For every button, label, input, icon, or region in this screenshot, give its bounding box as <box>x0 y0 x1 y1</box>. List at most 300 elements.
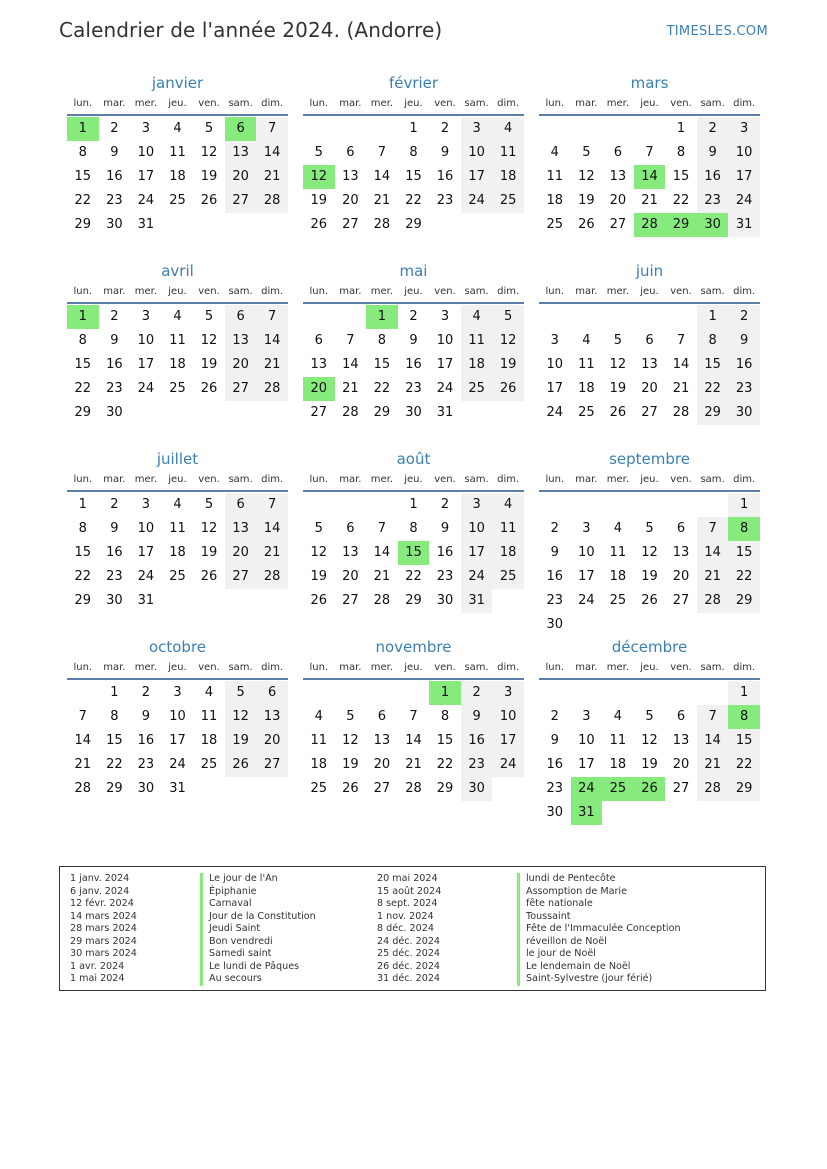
day-cell: 13 <box>342 169 359 184</box>
legend-holiday-name: Le lendemain de Noël <box>517 961 757 974</box>
empty-cell <box>602 117 634 141</box>
day-cell: 12 <box>609 357 627 372</box>
day-cell: 5 <box>582 145 591 160</box>
day-cell: 15 <box>697 353 729 377</box>
weekday-label: mer. <box>606 474 630 485</box>
weekday-label: mer. <box>606 662 630 673</box>
day-cell: 20 <box>609 193 627 208</box>
day-cell: 9 <box>409 333 418 348</box>
holiday-day-cell: 1 <box>429 681 461 705</box>
legend-holiday-name: Bon vendredi <box>200 936 377 949</box>
weekday-label: mar. <box>339 286 362 297</box>
day-cell: 23 <box>106 381 123 396</box>
day-cell: 13 <box>672 545 690 560</box>
day-cell: 10 <box>137 521 155 536</box>
empty-cell <box>634 493 666 517</box>
month-title: mars <box>630 74 669 92</box>
weekday-label: lun. <box>545 662 565 673</box>
day-cell: 4 <box>173 121 182 136</box>
holiday-day-cell: 24 <box>571 777 603 801</box>
empty-cell <box>571 681 603 705</box>
day-cell: 16 <box>137 733 155 748</box>
month-4 <box>303 260 524 448</box>
holiday-day-cell: 30 <box>697 213 729 237</box>
day-cell: 17 <box>546 381 564 396</box>
day-cell: 18 <box>578 381 595 396</box>
day-cell: 25 <box>169 569 186 584</box>
day-cell: 3 <box>461 493 493 517</box>
day-cell: 3 <box>440 309 450 324</box>
day-cell: 22 <box>672 193 690 208</box>
weekday-label: sam. <box>464 662 489 673</box>
day-cell: 29 <box>373 405 391 420</box>
empty-cell <box>634 681 666 705</box>
month-6 <box>67 448 288 636</box>
month-5 <box>539 260 760 448</box>
day-cell: 6 <box>676 521 686 536</box>
month-1 <box>303 72 524 260</box>
day-cell: 6 <box>225 305 257 329</box>
day-cell: 20 <box>672 569 690 584</box>
weekday-label: sam. <box>700 474 725 485</box>
empty-cell <box>366 681 398 705</box>
weekday-label: jeu. <box>404 286 423 297</box>
day-cell: 21 <box>74 757 92 772</box>
weekday-label: ven. <box>670 474 692 485</box>
day-cell: 24 <box>137 381 155 396</box>
weekday-label: dim. <box>261 662 284 673</box>
weekday-label: sam. <box>228 474 253 485</box>
day-cell: 3 <box>550 333 559 348</box>
day-cell: 24 <box>546 405 564 420</box>
day-cell: 15 <box>74 545 92 560</box>
month-title: août <box>396 450 431 468</box>
weekday-label: ven. <box>670 662 692 673</box>
day-cell: 23 <box>106 569 123 584</box>
day-cell: 30 <box>106 405 123 420</box>
legend-holiday-name: Jeudi Saint <box>200 923 377 936</box>
day-grid <box>539 305 760 425</box>
day-cell: 18 <box>169 169 186 184</box>
weekday-label: ven. <box>434 662 456 673</box>
day-cell: 25 <box>492 565 524 589</box>
legend-date: 1 mai 2024 <box>70 973 125 984</box>
weekday-label: ven. <box>670 98 692 109</box>
weekday-label: ven. <box>198 98 220 109</box>
day-cell: 2 <box>550 709 559 724</box>
day-cell: 26 <box>200 193 218 208</box>
weekday-label: ven. <box>434 474 456 485</box>
weekday-label: lun. <box>73 98 93 109</box>
day-cell: 23 <box>697 189 729 213</box>
day-cell: 12 <box>578 169 595 184</box>
day-cell: 21 <box>641 193 658 208</box>
legend-dates-col-1 <box>70 873 200 990</box>
day-cell: 16 <box>697 165 729 189</box>
legend-dates-col-2 <box>377 873 517 990</box>
day-cell: 6 <box>613 145 623 160</box>
day-cell: 2 <box>440 497 450 512</box>
day-cell: 24 <box>461 189 493 213</box>
legend-date: 8 déc. 2024 <box>377 923 434 934</box>
weekday-header <box>67 470 288 492</box>
holiday-day-cell: 6 <box>225 117 257 141</box>
day-cell: 11 <box>169 333 186 348</box>
day-cell: 26 <box>200 381 218 396</box>
day-cell: 31 <box>461 589 493 613</box>
day-cell: 22 <box>405 569 422 584</box>
weekday-label: mar. <box>339 98 362 109</box>
weekday-label: jeu. <box>404 662 423 673</box>
day-cell: 15 <box>728 729 760 753</box>
day-cell: 21 <box>405 757 422 772</box>
day-cell: 24 <box>137 193 155 208</box>
day-cell: 14 <box>74 733 92 748</box>
weekday-label: dim. <box>497 98 520 109</box>
month-title: juillet <box>156 450 199 468</box>
day-cell: 30 <box>728 401 760 425</box>
day-cell: 21 <box>697 565 729 589</box>
weekday-label: sam. <box>700 98 725 109</box>
day-cell: 9 <box>440 521 450 536</box>
day-cell: 4 <box>582 333 591 348</box>
weekday-label: mar. <box>339 662 362 673</box>
day-cell: 15 <box>106 733 123 748</box>
empty-cell <box>398 681 430 705</box>
day-cell: 19 <box>310 193 328 208</box>
day-cell: 27 <box>225 565 257 589</box>
day-grid <box>67 493 288 613</box>
empty-cell <box>366 493 398 517</box>
day-cell: 3 <box>582 521 591 536</box>
weekday-label: dim. <box>733 98 756 109</box>
day-cell: 14 <box>256 517 288 541</box>
day-cell: 16 <box>436 545 454 560</box>
day-cell: 3 <box>582 709 591 724</box>
weekday-label: mar. <box>103 286 126 297</box>
day-cell: 8 <box>377 333 387 348</box>
day-cell: 10 <box>461 517 493 541</box>
day-cell: 24 <box>436 381 454 396</box>
legend-holiday-name: Carnaval <box>200 898 377 911</box>
weekday-label: mer. <box>134 474 158 485</box>
day-cell: 9 <box>461 705 493 729</box>
day-cell: 14 <box>373 545 391 560</box>
day-cell: 16 <box>106 545 123 560</box>
day-cell: 28 <box>672 405 690 420</box>
legend-date: 31 déc. 2024 <box>377 973 441 984</box>
day-cell: 28 <box>256 565 288 589</box>
weekday-label: lun. <box>73 474 93 485</box>
holiday-day-cell: 12 <box>303 165 335 189</box>
day-cell: 21 <box>373 193 391 208</box>
weekday-label: sam. <box>700 662 725 673</box>
holiday-day-cell: 26 <box>634 777 666 801</box>
day-cell: 8 <box>409 145 418 160</box>
day-cell: 17 <box>492 729 524 753</box>
day-cell: 11 <box>492 141 524 165</box>
day-cell: 6 <box>346 521 355 536</box>
day-cell: 5 <box>225 681 257 705</box>
day-grid <box>303 493 524 613</box>
day-cell: 26 <box>609 405 627 420</box>
legend-holiday-name: réveillon de Noël <box>517 936 757 949</box>
day-grid <box>539 681 760 825</box>
day-cell: 30 <box>106 217 123 232</box>
day-cell: 29 <box>74 405 92 420</box>
day-cell: 7 <box>256 493 288 517</box>
weekday-label: mar. <box>575 474 598 485</box>
day-cell: 11 <box>461 329 493 353</box>
day-cell: 30 <box>546 805 564 820</box>
legend-date: 12 févr. 2024 <box>70 898 134 909</box>
day-cell: 2 <box>550 521 559 536</box>
day-cell: 11 <box>169 521 186 536</box>
day-grid <box>303 681 524 801</box>
weekday-label: sam. <box>228 662 253 673</box>
day-cell: 28 <box>697 777 729 801</box>
month-title: avril <box>161 262 194 280</box>
day-cell: 5 <box>645 521 654 536</box>
day-cell: 11 <box>200 709 218 724</box>
day-cell: 12 <box>492 329 524 353</box>
holiday-day-cell: 1 <box>366 305 398 329</box>
day-cell: 12 <box>310 545 328 560</box>
day-cell: 27 <box>609 217 627 232</box>
day-cell: 12 <box>342 733 359 748</box>
day-cell: 29 <box>697 401 729 425</box>
weekday-header <box>303 470 524 492</box>
day-cell: 20 <box>225 165 257 189</box>
weekday-label: lun. <box>73 286 93 297</box>
day-cell: 24 <box>728 189 760 213</box>
weekday-header <box>303 282 524 304</box>
legend-date: 14 mars 2024 <box>70 910 137 922</box>
day-cell: 25 <box>546 217 564 232</box>
holiday-day-cell: 25 <box>602 777 634 801</box>
month-10 <box>303 636 524 824</box>
weekday-label: dim. <box>733 286 756 297</box>
day-cell: 17 <box>578 569 595 584</box>
legend-date: 1 avr. 2024 <box>70 960 125 972</box>
weekday-label: mar. <box>575 98 598 109</box>
legend-date: 25 déc. 2024 <box>377 948 441 959</box>
day-cell: 8 <box>440 709 450 724</box>
day-cell: 23 <box>106 193 123 208</box>
empty-cell <box>665 305 697 329</box>
month-3 <box>67 260 288 448</box>
day-cell: 18 <box>310 757 328 772</box>
day-cell: 6 <box>676 709 686 724</box>
day-cell: 30 <box>461 777 493 801</box>
day-cell: 2 <box>461 681 493 705</box>
month-title: mai <box>399 262 428 280</box>
weekday-label: ven. <box>198 474 220 485</box>
day-cell: 2 <box>110 497 119 512</box>
empty-cell <box>665 493 697 517</box>
day-cell: 9 <box>550 733 559 748</box>
day-cell: 25 <box>169 381 186 396</box>
day-cell: 24 <box>169 757 186 772</box>
weekday-label: sam. <box>464 98 489 109</box>
legend-date: 8 sept. 2024 <box>377 898 438 909</box>
brand-link[interactable]: TIMESLES.COM <box>666 24 768 39</box>
legend-date: 30 mars 2024 <box>70 948 137 959</box>
day-cell: 21 <box>672 381 690 396</box>
day-cell: 26 <box>578 217 595 232</box>
weekday-label: jeu. <box>640 662 659 673</box>
day-cell: 5 <box>204 497 214 512</box>
day-cell: 5 <box>613 333 623 348</box>
weekday-label: sam. <box>228 98 253 109</box>
day-cell: 24 <box>461 565 493 589</box>
day-cell: 27 <box>256 753 288 777</box>
day-cell: 1 <box>409 121 418 136</box>
day-cell: 24 <box>137 569 155 584</box>
legend-holiday-name: Jour de la Constitution <box>200 911 377 924</box>
month-7 <box>303 448 524 636</box>
day-cell: 25 <box>609 593 627 608</box>
day-cell: 10 <box>436 333 454 348</box>
day-cell: 9 <box>141 709 151 724</box>
weekday-label: lun. <box>545 474 565 485</box>
day-cell: 10 <box>578 733 595 748</box>
day-cell: 5 <box>204 121 214 136</box>
day-cell: 15 <box>74 357 92 372</box>
day-cell: 4 <box>492 117 524 141</box>
legend-date: 15 août 2024 <box>377 885 442 897</box>
day-cell: 16 <box>546 757 564 772</box>
day-cell: 26 <box>641 593 658 608</box>
day-cell: 22 <box>106 757 123 772</box>
day-cell: 4 <box>204 685 214 700</box>
day-cell: 26 <box>310 593 328 608</box>
weekday-label: mar. <box>575 286 598 297</box>
legend-date: 20 mai 2024 <box>377 873 438 884</box>
month-title: janvier <box>151 74 204 92</box>
day-cell: 29 <box>74 217 92 232</box>
month-title: juin <box>635 262 664 280</box>
legend-names-col-2 <box>517 873 757 990</box>
legend-date: 1 nov. 2024 <box>377 910 434 922</box>
month-11 <box>539 636 760 824</box>
empty-cell <box>539 117 571 141</box>
day-grid <box>303 305 524 425</box>
weekday-header <box>539 470 760 492</box>
day-cell: 14 <box>373 169 391 184</box>
empty-cell <box>303 493 335 517</box>
weekday-label: dim. <box>733 662 756 673</box>
weekday-label: mer. <box>370 98 394 109</box>
weekday-label: mer. <box>134 286 158 297</box>
holiday-day-cell: 29 <box>665 213 697 237</box>
day-cell: 19 <box>641 757 658 772</box>
weekday-label: mer. <box>606 98 630 109</box>
legend-holiday-name: Au secours <box>200 973 377 986</box>
day-cell: 19 <box>492 353 524 377</box>
day-cell: 14 <box>672 357 690 372</box>
day-cell: 15 <box>405 169 422 184</box>
month-8 <box>539 448 760 636</box>
day-cell: 20 <box>641 381 658 396</box>
day-cell: 9 <box>110 521 119 536</box>
day-cell: 30 <box>106 593 123 608</box>
day-cell: 27 <box>310 405 328 420</box>
weekday-label: lun. <box>545 98 565 109</box>
day-cell: 28 <box>697 589 729 613</box>
day-cell: 13 <box>310 357 328 372</box>
day-cell: 2 <box>110 121 119 136</box>
day-cell: 27 <box>672 781 690 796</box>
weekday-header <box>67 282 288 304</box>
day-cell: 6 <box>346 145 355 160</box>
day-cell: 22 <box>373 381 391 396</box>
day-cell: 6 <box>314 333 323 348</box>
day-cell: 4 <box>613 521 623 536</box>
weekday-header <box>539 658 760 680</box>
weekday-label: ven. <box>670 286 692 297</box>
day-cell: 19 <box>225 729 257 753</box>
day-cell: 2 <box>697 117 729 141</box>
day-cell: 15 <box>74 169 92 184</box>
day-cell: 23 <box>546 781 564 796</box>
day-cell: 15 <box>373 357 391 372</box>
day-cell: 25 <box>461 377 493 401</box>
weekday-label: sam. <box>228 286 253 297</box>
empty-cell <box>335 681 367 705</box>
legend-holiday-name: fête nationale <box>517 898 757 911</box>
day-cell: 13 <box>672 733 690 748</box>
holiday-day-cell: 20 <box>303 377 335 401</box>
empty-cell <box>303 117 335 141</box>
day-cell: 29 <box>405 593 422 608</box>
day-cell: 4 <box>461 305 493 329</box>
day-cell: 2 <box>110 309 119 324</box>
day-cell: 11 <box>492 517 524 541</box>
day-cell: 14 <box>256 141 288 165</box>
day-cell: 6 <box>256 681 288 705</box>
day-cell: 21 <box>256 353 288 377</box>
day-cell: 29 <box>728 589 760 613</box>
day-cell: 16 <box>546 569 564 584</box>
day-cell: 10 <box>137 145 155 160</box>
day-cell: 5 <box>204 309 214 324</box>
day-cell: 13 <box>256 705 288 729</box>
legend-date: 26 déc. 2024 <box>377 960 441 972</box>
empty-cell <box>539 681 571 705</box>
day-cell: 15 <box>672 169 690 184</box>
empty-cell <box>571 117 603 141</box>
day-cell: 20 <box>342 569 359 584</box>
day-cell: 25 <box>492 189 524 213</box>
day-cell: 18 <box>200 733 218 748</box>
day-cell: 10 <box>169 709 186 724</box>
day-cell: 20 <box>256 729 288 753</box>
day-cell: 19 <box>641 569 658 584</box>
month-title: décembre <box>611 638 688 656</box>
day-cell: 1 <box>697 305 729 329</box>
day-cell: 22 <box>405 193 422 208</box>
day-cell: 30 <box>137 781 155 796</box>
day-cell: 17 <box>436 357 454 372</box>
day-cell: 22 <box>74 569 92 584</box>
weekday-header <box>539 94 760 116</box>
day-cell: 5 <box>645 709 654 724</box>
day-cell: 8 <box>110 709 119 724</box>
weekday-label: ven. <box>198 286 220 297</box>
day-cell: 4 <box>173 497 182 512</box>
day-cell: 6 <box>377 709 387 724</box>
